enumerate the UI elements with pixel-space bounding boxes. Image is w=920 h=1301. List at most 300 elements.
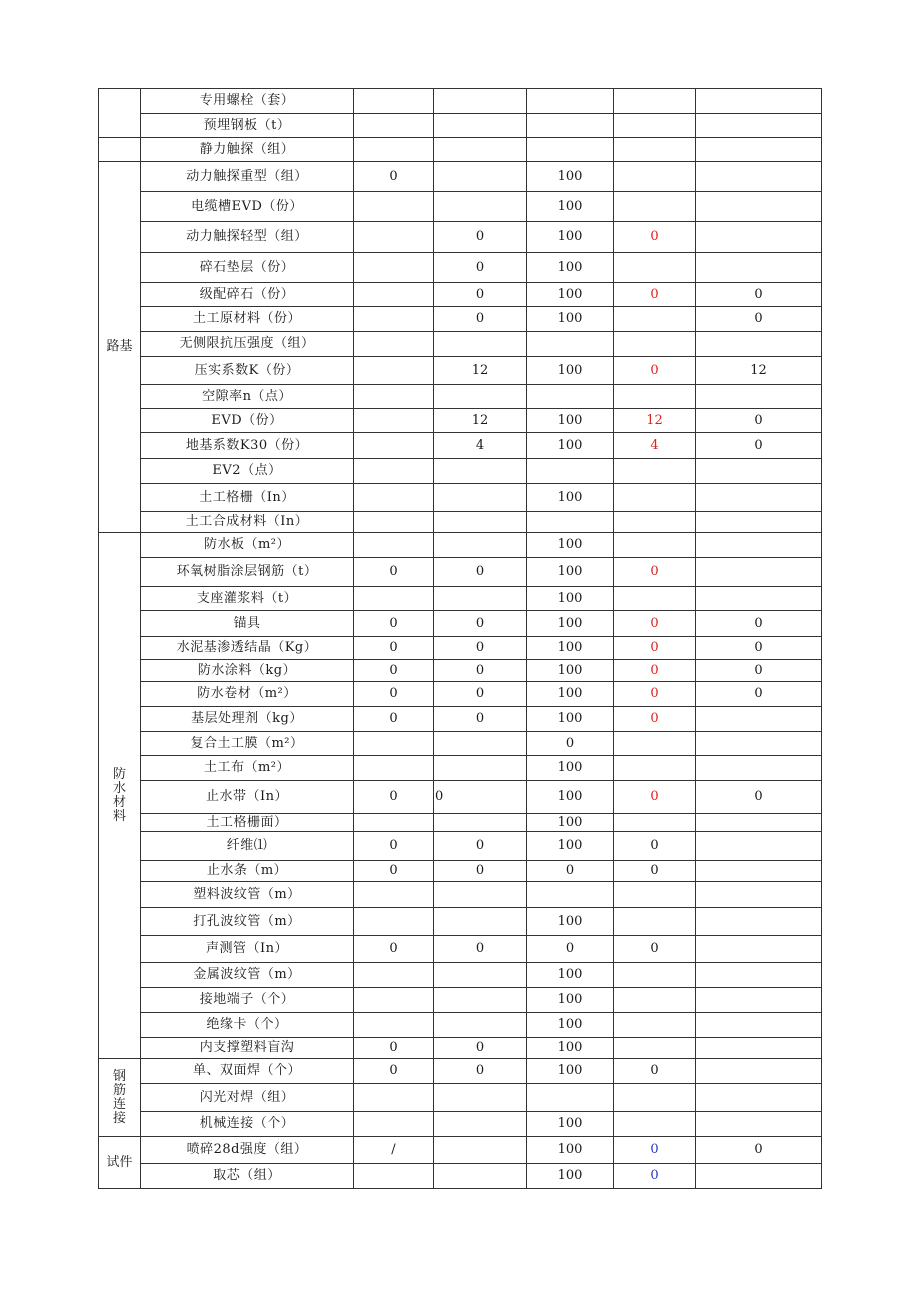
item-name: 压实系数K（份）: [141, 357, 354, 385]
item-name: 地基系数K30（份）: [141, 433, 354, 459]
value-cell-c4: [614, 963, 696, 988]
table-row: [99, 781, 822, 814]
value-cell-c3: 100: [527, 162, 614, 192]
item-name: 止水条（m）: [141, 861, 354, 882]
value-cell-c1: 0: [354, 832, 434, 861]
value-cell-c2: [434, 533, 527, 558]
value-cell-c4: [614, 332, 696, 357]
table-row: [99, 832, 822, 861]
value-cell-c1: 0: [354, 707, 434, 732]
value-cell-c4: [614, 459, 696, 484]
value-cell-c5: [696, 814, 822, 832]
value-cell-c1: [354, 307, 434, 332]
value-cell-c3: 100: [527, 307, 614, 332]
value-cell-c5: [696, 114, 822, 138]
value-cell-c2: [434, 1164, 527, 1189]
value-cell-c1: [354, 1084, 434, 1112]
value-cell-c4: 0: [614, 558, 696, 587]
value-cell-c1: [354, 814, 434, 832]
value-cell-c2: [434, 963, 527, 988]
value-cell-c5: [696, 936, 822, 963]
table-row: [99, 89, 822, 114]
value-cell-c2: [434, 1084, 527, 1112]
value-cell-c4: 0: [614, 781, 696, 814]
value-cell-c1: 0: [354, 660, 434, 682]
value-cell-c1: 0: [354, 936, 434, 963]
value-cell-c5: 12: [696, 357, 822, 385]
value-cell-c3: 100: [527, 558, 614, 587]
value-cell-c2: [434, 814, 527, 832]
value-cell-c5: [696, 459, 822, 484]
table-row: [99, 357, 822, 385]
table-row: [99, 732, 822, 756]
value-cell-c3: [527, 385, 614, 409]
table-row: [99, 1112, 822, 1137]
value-cell-c5: [696, 222, 822, 253]
value-cell-c1: [354, 283, 434, 307]
value-cell-c5: [696, 512, 822, 533]
value-cell-c1: [354, 512, 434, 533]
value-cell-c1: [354, 114, 434, 138]
value-cell-c5: [696, 332, 822, 357]
value-cell-c2: 0: [434, 781, 527, 814]
table-row: [99, 707, 822, 732]
value-cell-c5: [696, 1013, 822, 1038]
value-cell-c1: [354, 192, 434, 222]
value-cell-c5: 0: [696, 682, 822, 707]
item-name: 支座灌浆料（t）: [141, 587, 354, 611]
value-cell-c3: 100: [527, 1112, 614, 1137]
item-name: 接地端子（个）: [141, 988, 354, 1013]
category-char: 防: [112, 766, 126, 782]
value-cell-c5: [696, 832, 822, 861]
item-name: 锚具: [141, 611, 354, 637]
value-cell-c5: [696, 558, 822, 587]
value-cell-c4: 0: [614, 1164, 696, 1189]
value-cell-c2: 12: [434, 409, 527, 433]
table-row: [99, 1038, 822, 1059]
table-row: [99, 558, 822, 587]
value-cell-c2: 0: [434, 558, 527, 587]
value-cell-c2: 0: [434, 283, 527, 307]
value-cell-c4: 0: [614, 660, 696, 682]
table-row: [99, 1084, 822, 1112]
table-row: [99, 936, 822, 963]
value-cell-c1: [354, 357, 434, 385]
value-cell-c4: 4: [614, 433, 696, 459]
value-cell-c5: 0: [696, 283, 822, 307]
category-cell: 路基: [99, 162, 141, 533]
category-char: 筋: [112, 1082, 126, 1098]
value-cell-c4: 0: [614, 936, 696, 963]
value-cell-c3: 0: [527, 732, 614, 756]
value-cell-c5: [696, 1038, 822, 1059]
value-cell-c2: 0: [434, 637, 527, 660]
value-cell-c2: [434, 162, 527, 192]
value-cell-c3: 100: [527, 611, 614, 637]
item-name: 机械连接（个）: [141, 1112, 354, 1137]
value-cell-c3: 100: [527, 1059, 614, 1084]
value-cell-c2: 0: [434, 861, 527, 882]
value-cell-c2: [434, 114, 527, 138]
value-cell-c3: 100: [527, 1164, 614, 1189]
category-char: 接: [112, 1110, 126, 1126]
value-cell-c2: 0: [434, 611, 527, 637]
item-name: 土工合成材料（In）: [141, 512, 354, 533]
table-row: [99, 660, 822, 682]
value-cell-c5: [696, 1084, 822, 1112]
item-name: 级配碎石（份）: [141, 283, 354, 307]
value-cell-c1: [354, 988, 434, 1013]
item-name: 预埋钢板（t）: [141, 114, 354, 138]
table-row: [99, 253, 822, 283]
value-cell-c1: 0: [354, 611, 434, 637]
item-name: 打孔波纹管（m）: [141, 908, 354, 936]
item-name: 水泥基渗透结晶（Kg）: [141, 637, 354, 660]
value-cell-c4: [614, 385, 696, 409]
value-cell-c1: 0: [354, 637, 434, 660]
value-cell-c4: [614, 756, 696, 781]
value-cell-c3: 100: [527, 660, 614, 682]
category-cell: [99, 138, 141, 162]
item-name: 纤维⑴: [141, 832, 354, 861]
value-cell-c3: [527, 114, 614, 138]
value-cell-c2: 4: [434, 433, 527, 459]
table-row: [99, 138, 822, 162]
value-cell-c4: [614, 89, 696, 114]
value-cell-c5: 0: [696, 660, 822, 682]
item-name: 碎石垫层（份）: [141, 253, 354, 283]
item-name: 绝缘卡（个）: [141, 1013, 354, 1038]
value-cell-c3: 0: [527, 936, 614, 963]
table-row: [99, 533, 822, 558]
table-row: [99, 861, 822, 882]
item-name: EVD（份）: [141, 409, 354, 433]
value-cell-c2: 12: [434, 357, 527, 385]
value-cell-c1: 0: [354, 781, 434, 814]
value-cell-c3: [527, 1084, 614, 1112]
value-cell-c3: 100: [527, 484, 614, 512]
table-row: [99, 192, 822, 222]
table-row: [99, 385, 822, 409]
value-cell-c4: 0: [614, 357, 696, 385]
value-cell-c3: 100: [527, 283, 614, 307]
value-cell-c3: 100: [527, 832, 614, 861]
category-char: 料: [112, 808, 126, 824]
value-cell-c5: [696, 253, 822, 283]
value-cell-c5: [696, 484, 822, 512]
value-cell-c3: 100: [527, 222, 614, 253]
value-cell-c2: 0: [434, 1059, 527, 1084]
value-cell-c5: 0: [696, 409, 822, 433]
value-cell-c4: [614, 484, 696, 512]
value-cell-c2: [434, 138, 527, 162]
item-name: 环氧树脂涂层钢筋（t）: [141, 558, 354, 587]
value-cell-c4: 0: [614, 861, 696, 882]
table-row: [99, 484, 822, 512]
value-cell-c2: 0: [434, 936, 527, 963]
value-cell-c5: [696, 192, 822, 222]
value-cell-c5: [696, 1059, 822, 1084]
item-name: 金属波纹管（m）: [141, 963, 354, 988]
value-cell-c5: [696, 162, 822, 192]
value-cell-c4: [614, 1013, 696, 1038]
value-cell-c3: [527, 89, 614, 114]
category-cell: 试件: [99, 1137, 141, 1189]
value-cell-c1: [354, 1164, 434, 1189]
table-row: [99, 433, 822, 459]
value-cell-c1: [354, 409, 434, 433]
item-name: 闪光对焊（组）: [141, 1084, 354, 1112]
table-row: [99, 222, 822, 253]
value-cell-c5: [696, 533, 822, 558]
category-char: 水: [112, 780, 126, 796]
value-cell-c4: [614, 1084, 696, 1112]
value-cell-c3: 100: [527, 988, 614, 1013]
value-cell-c5: [696, 988, 822, 1013]
value-cell-c1: 0: [354, 861, 434, 882]
value-cell-c1: [354, 89, 434, 114]
table-row: [99, 114, 822, 138]
value-cell-c1: [354, 433, 434, 459]
value-cell-c1: [354, 732, 434, 756]
value-cell-c5: [696, 89, 822, 114]
value-cell-c1: [354, 587, 434, 611]
table-row: [99, 963, 822, 988]
value-cell-c4: 0: [614, 682, 696, 707]
value-cell-c4: 0: [614, 1137, 696, 1164]
item-name: 无侧限抗压强度（组）: [141, 332, 354, 357]
value-cell-c2: [434, 587, 527, 611]
value-cell-c5: 0: [696, 433, 822, 459]
item-name: 取芯（组）: [141, 1164, 354, 1189]
value-cell-c2: [434, 756, 527, 781]
table-row: [99, 1137, 822, 1164]
value-cell-c1: 0: [354, 162, 434, 192]
value-cell-c5: [696, 587, 822, 611]
value-cell-c2: [434, 484, 527, 512]
value-cell-c1: [354, 484, 434, 512]
table-row: [99, 409, 822, 433]
value-cell-c3: 100: [527, 637, 614, 660]
item-name: 单、双面焊（个）: [141, 1059, 354, 1084]
value-cell-c3: 100: [527, 192, 614, 222]
value-cell-c4: [614, 988, 696, 1013]
value-cell-c1: 0: [354, 682, 434, 707]
value-cell-c4: [614, 908, 696, 936]
item-name: 静力触探（组）: [141, 138, 354, 162]
value-cell-c5: [696, 732, 822, 756]
item-name: 土工布（m²）: [141, 756, 354, 781]
value-cell-c4: [614, 253, 696, 283]
value-cell-c3: 100: [527, 533, 614, 558]
value-cell-c1: [354, 385, 434, 409]
table-row: [99, 756, 822, 781]
value-cell-c1: [354, 1112, 434, 1137]
value-cell-c2: [434, 1013, 527, 1038]
value-cell-c2: 0: [434, 660, 527, 682]
value-cell-c1: [354, 332, 434, 357]
value-cell-c2: 0: [434, 1038, 527, 1059]
value-cell-c1: /: [354, 1137, 434, 1164]
table-row: [99, 908, 822, 936]
value-cell-c2: [434, 1112, 527, 1137]
value-cell-c3: 100: [527, 682, 614, 707]
value-cell-c1: [354, 222, 434, 253]
value-cell-c2: 0: [434, 222, 527, 253]
value-cell-c5: 0: [696, 637, 822, 660]
item-name: 内支撑塑料盲沟: [141, 1038, 354, 1059]
item-name: 防水板（m²）: [141, 533, 354, 558]
item-name: 动力触探轻型（组）: [141, 222, 354, 253]
value-cell-c1: [354, 756, 434, 781]
value-cell-c5: [696, 1164, 822, 1189]
value-cell-c3: 100: [527, 814, 614, 832]
value-cell-c3: 100: [527, 409, 614, 433]
value-cell-c1: [354, 1013, 434, 1038]
value-cell-c4: [614, 512, 696, 533]
value-cell-c4: [614, 307, 696, 332]
table-row: [99, 1013, 822, 1038]
item-name: 喷碎28d强度（组）: [141, 1137, 354, 1164]
value-cell-c4: [614, 882, 696, 908]
value-cell-c3: 100: [527, 781, 614, 814]
value-cell-c3: 0: [527, 861, 614, 882]
category-cell: [99, 533, 141, 1059]
category-char: 钢: [112, 1068, 126, 1084]
category-cell: [99, 1059, 141, 1137]
value-cell-c5: 0: [696, 611, 822, 637]
value-cell-c4: 12: [614, 409, 696, 433]
value-cell-c4: [614, 162, 696, 192]
value-cell-c2: [434, 732, 527, 756]
value-cell-c4: 0: [614, 707, 696, 732]
value-cell-c2: [434, 192, 527, 222]
value-cell-c3: 100: [527, 908, 614, 936]
value-cell-c2: [434, 512, 527, 533]
value-cell-c3: 100: [527, 357, 614, 385]
table-row: [99, 332, 822, 357]
item-name: 专用螺栓（套）: [141, 89, 354, 114]
materials-test-table: [98, 88, 822, 1189]
value-cell-c3: [527, 138, 614, 162]
item-name: 土工格栅（In）: [141, 484, 354, 512]
table-row: [99, 587, 822, 611]
value-cell-c5: 0: [696, 1137, 822, 1164]
value-cell-c2: [434, 89, 527, 114]
table-row: [99, 611, 822, 637]
table-row: [99, 988, 822, 1013]
value-cell-c4: [614, 1038, 696, 1059]
value-cell-c2: 0: [434, 307, 527, 332]
table-body: [99, 89, 822, 1189]
value-cell-c1: 0: [354, 1038, 434, 1059]
item-name: 防水涂料（kg）: [141, 660, 354, 682]
table-row: [99, 459, 822, 484]
value-cell-c4: 0: [614, 222, 696, 253]
value-cell-c4: 0: [614, 832, 696, 861]
value-cell-c5: [696, 861, 822, 882]
value-cell-c5: 0: [696, 307, 822, 332]
value-cell-c3: 100: [527, 1013, 614, 1038]
value-cell-c5: [696, 908, 822, 936]
value-cell-c5: [696, 882, 822, 908]
value-cell-c5: [696, 963, 822, 988]
value-cell-c1: [354, 963, 434, 988]
value-cell-c3: 100: [527, 707, 614, 732]
item-name: EV2（点）: [141, 459, 354, 484]
value-cell-c4: 0: [614, 283, 696, 307]
item-name: 塑料波纹管（m）: [141, 882, 354, 908]
value-cell-c2: [434, 988, 527, 1013]
value-cell-c3: [527, 882, 614, 908]
value-cell-c2: 0: [434, 832, 527, 861]
value-cell-c4: [614, 192, 696, 222]
value-cell-c2: 0: [434, 682, 527, 707]
value-cell-c2: 0: [434, 253, 527, 283]
item-name: 土工格栅面）: [141, 814, 354, 832]
item-name: 空隙率n（点）: [141, 385, 354, 409]
value-cell-c2: [434, 882, 527, 908]
value-cell-c4: [614, 533, 696, 558]
value-cell-c3: 100: [527, 253, 614, 283]
item-name: 止水带（In）: [141, 781, 354, 814]
value-cell-c4: [614, 814, 696, 832]
value-cell-c5: [696, 138, 822, 162]
value-cell-c3: [527, 512, 614, 533]
value-cell-c5: [696, 1112, 822, 1137]
value-cell-c5: 0: [696, 781, 822, 814]
value-cell-c2: 0: [434, 707, 527, 732]
value-cell-c1: [354, 138, 434, 162]
table-row: [99, 512, 822, 533]
value-cell-c1: [354, 908, 434, 936]
value-cell-c4: 0: [614, 611, 696, 637]
value-cell-c5: [696, 707, 822, 732]
table-row: [99, 1164, 822, 1189]
table-row: [99, 682, 822, 707]
item-name: 动力触探重型（组）: [141, 162, 354, 192]
value-cell-c1: [354, 533, 434, 558]
value-cell-c2: [434, 332, 527, 357]
item-name: 电缆槽EVD（份）: [141, 192, 354, 222]
item-name: 声测管（In）: [141, 936, 354, 963]
value-cell-c5: [696, 756, 822, 781]
item-name: 土工原材料（份）: [141, 307, 354, 332]
value-cell-c1: [354, 459, 434, 484]
value-cell-c3: [527, 459, 614, 484]
item-name: 基层处理剂（kg）: [141, 707, 354, 732]
value-cell-c3: 100: [527, 1038, 614, 1059]
value-cell-c1: 0: [354, 1059, 434, 1084]
value-cell-c3: 100: [527, 433, 614, 459]
value-cell-c1: 0: [354, 558, 434, 587]
table-row: [99, 162, 822, 192]
category-char: 连: [112, 1096, 126, 1112]
value-cell-c2: [434, 385, 527, 409]
item-name: 防水卷材（m²）: [141, 682, 354, 707]
value-cell-c1: [354, 253, 434, 283]
value-cell-c3: 100: [527, 963, 614, 988]
category-char: 材: [112, 794, 126, 810]
value-cell-c3: [527, 332, 614, 357]
item-name: 复合土工膜（m²）: [141, 732, 354, 756]
category-cell: [99, 89, 141, 138]
value-cell-c4: [614, 114, 696, 138]
value-cell-c4: [614, 587, 696, 611]
value-cell-c3: 100: [527, 756, 614, 781]
value-cell-c3: 100: [527, 587, 614, 611]
